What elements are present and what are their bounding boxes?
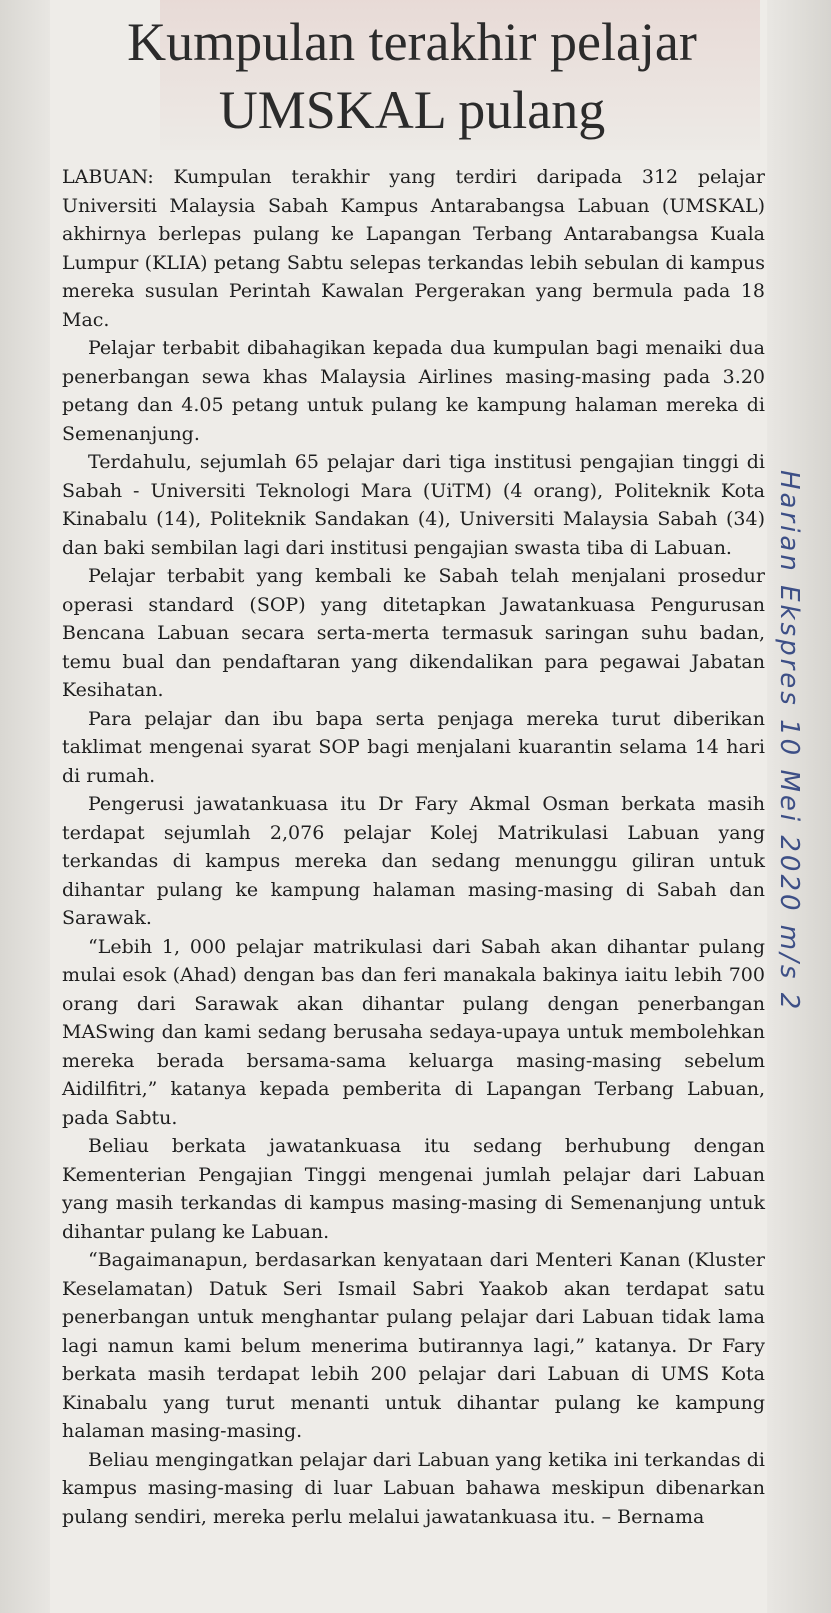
paragraph: Pengerusi jawatankuasa itu Dr Fary Akmal Osman berkata masih terdapat sejumlah 2,076 pelajar Kolej Matrikulasi Labuan yang terkandas di kampus mereka dan sedang menunggu giliran untuk dihantar pulang ke kampung halaman masing-masing di Sabah dan Sarawak. bbox=[62, 793, 765, 929]
article-body bbox=[62, 163, 765, 1531]
paragraph: Para pelajar dan ibu bapa serta penjaga mereka turut diberikan taklimat mengenai syarat SOP bagi menjalani kuarantin selama 14 hari di rumah. bbox=[62, 707, 765, 787]
paragraph: Beliau mengingatkan pelajar dari Labuan yang ketika ini terkandas di kampus masing-masing di luar Labuan bahawa meskipun dibenarkan pulang sendiri, mereka perlu melalui jawatankuasa itu. – Bernama bbox=[62, 1448, 765, 1528]
paragraph: Terdahulu, sejumlah 65 pelajar dari tiga institusi pengajian tinggi di Sabah - Universiti Teknologi Mara (UiTM) (4 orang), Politeknik Kota Kinabalu (14), Politeknik Sandakan (4), Universiti Malaysia Sabah (34) dan baki sembilan lagi dari institusi pengajian swasta tiba di Labuan. bbox=[62, 451, 765, 559]
paragraph: Pelajar terbabit dibahagikan kepada dua kumpulan bagi menaiki dua penerbangan sewa khas Malaysia Airlines masing-masing pada 3.20 petang dan 4.05 petang untuk pulang ke kampung halaman mereka di Semenanjung. bbox=[62, 337, 765, 445]
paragraph: LABUAN: Kumpulan terakhir yang terdiri daripada 312 pelajar Universiti Malaysia Sabah Kampus Antarabangsa Labuan (UMSKAL) akhirnya berlepas pulang ke Lapangan Terbang Antarabangsa Kuala Lumpur (KLIA) petang Sabtu selepas terkandas lebih sebulan di kampus mereka susulan Perintah Kawalan Pergerakan yang bermula pada 18 Mac. bbox=[62, 166, 765, 331]
handwritten-source-note: Harian Ekspres 10 Mei 2020 m/s 2 bbox=[774, 470, 804, 1013]
paragraph: Pelajar terbabit yang kembali ke Sabah telah menjalani prosedur operasi standard (SOP) yang ditetapkan Jawatankuasa Pengurusan Bencana Labuan secara serta-merta termasuk saringan suhu badan, temu bual dan pendaftaran yang dikendalikan para pegawai Jabatan Kesihatan. bbox=[62, 565, 765, 701]
paragraph: “Lebih 1, 000 pelajar matrikulasi dari Sabah akan dihantar pulang mulai esok (Ahad) dengan bas dan feri manakala bakinya iaitu lebih 700 orang dari Sarawak akan dihantar pulang dengan penerbangan MASwing dan kami sedang berusaha sedaya-upaya untuk membolehkan mereka berada bersama-sama keluarga masing-masing sebelum Aidilfitri,” katanya kepada pemberita di Lapangan Terbang Labuan, pada Sabtu. bbox=[62, 935, 765, 1129]
paragraph: Beliau berkata jawatankuasa itu sedang berhubung dengan Kementerian Pengajian Tinggi mengenai jumlah pelajar dari Labuan yang masih terkandas di kampus masing-masing di Semenanjung untuk dihantar pulang ke Labuan. bbox=[62, 1135, 765, 1243]
article-headline: Kumpulan terakhir pelajar UMSKAL pulang bbox=[127, 12, 697, 140]
paragraph: “Bagaimanapun, berdasarkan kenyataan dari Menteri Kanan (Kluster Keselamatan) Datuk Seri Ismail Sabri Yaakob akan terdapat satu penerbangan untuk menghantar pulang pelajar dari Labuan tidak lama lagi namun kami belum menerima butirannya lagi,” katanya. Dr Fary berkata masih terdapat lebih 200 pelajar dari Labuan di UMS Kota Kinabalu yang turut menanti untuk dihantar pulang ke kampung halaman masing-masing. bbox=[62, 1249, 765, 1442]
